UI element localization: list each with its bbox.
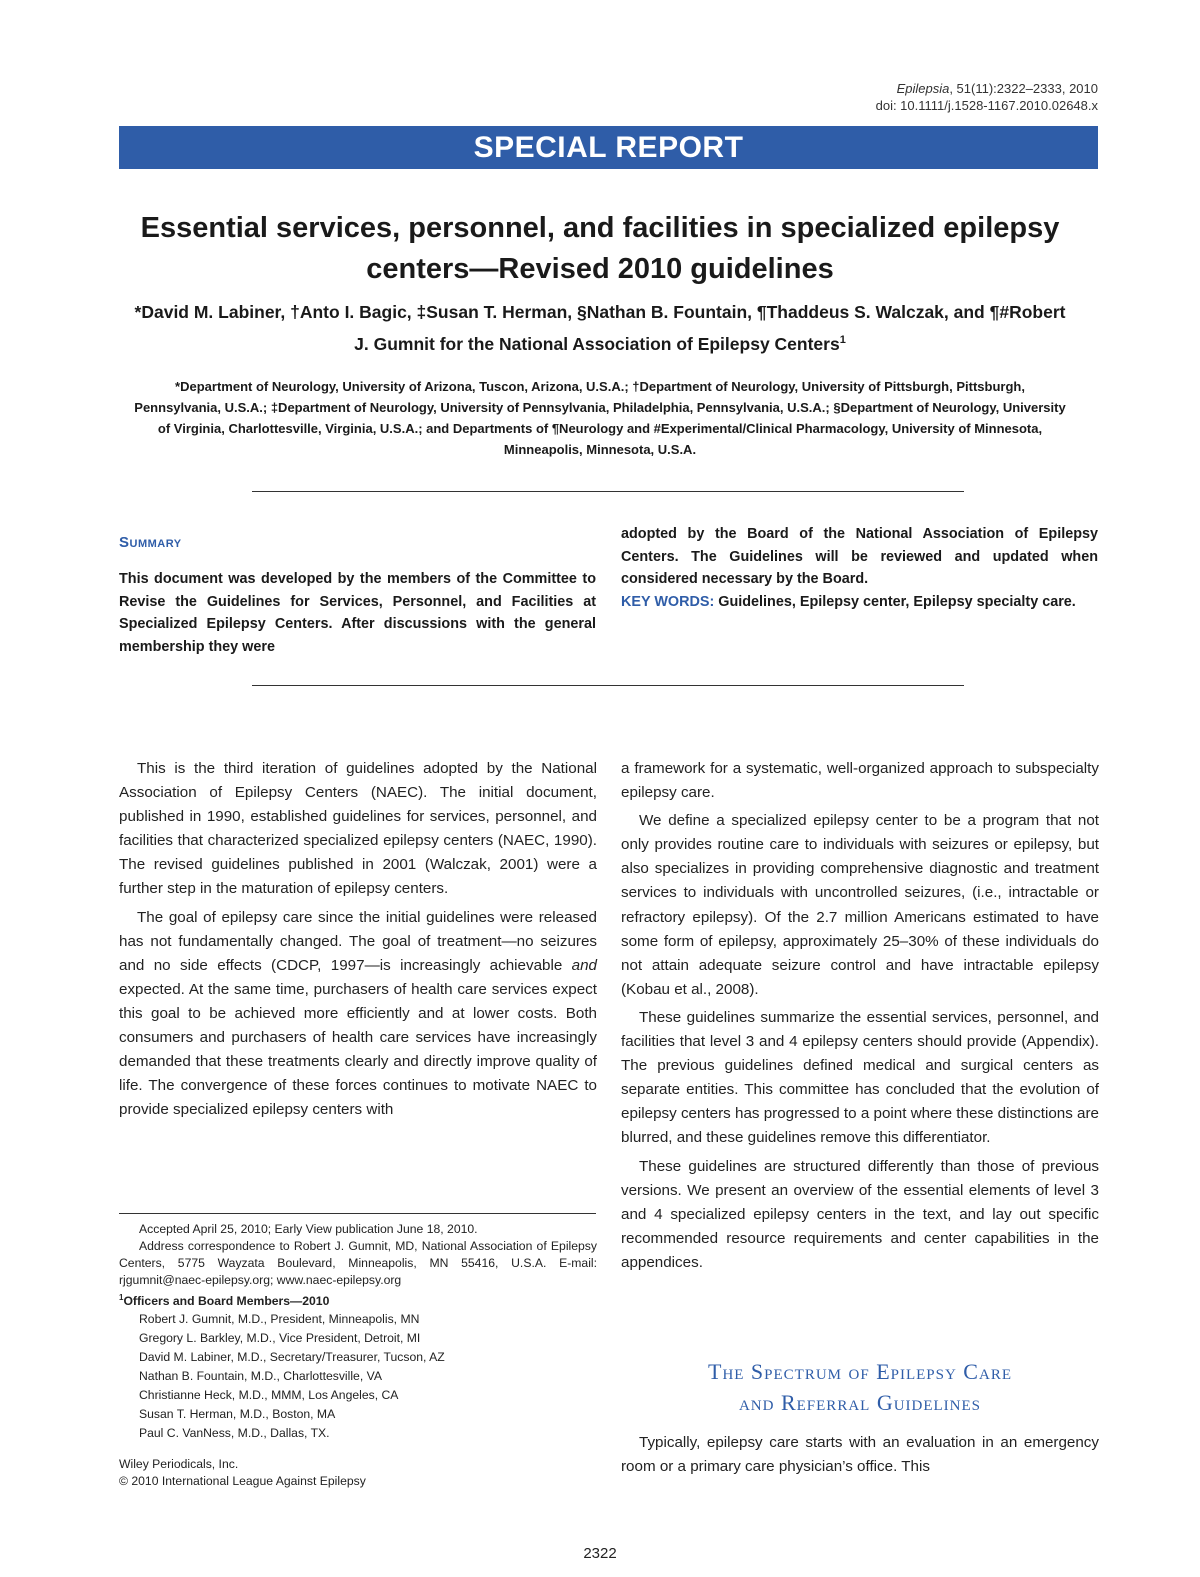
- officer-item: Christianne Heck, M.D., MMM, Los Angeles, CA: [139, 1388, 399, 1403]
- journal-name: Epilepsia: [896, 81, 950, 96]
- officer-item: Paul C. VanNess, M.D., Dallas, TX.: [139, 1426, 330, 1441]
- officer-item: Susan T. Herman, M.D., Boston, MA: [139, 1407, 336, 1422]
- copyright-note: © 2010 International League Against Epilepsy: [119, 1474, 366, 1489]
- journal-doi: doi: 10.1111/j.1528-1167.2010.02648.x: [875, 98, 1098, 113]
- affiliations: *Department of Neurology, University of Arizona, Tuscon, Arizona, U.S.A.; †Department of Neurology, University of Pittsburgh, Pittsburgh, Pennsylvania, U.S.A.; ‡Department of Neurology, University of Pennsylvania, Philadelphia, Pennsylvania, U.S.A.; §Department of Neurology, University of Virginia, Charlottesville, Virginia, U.S.A.; and Departments of ¶Neurology and #Experimental/Clinical Pharmacology, University of Minnesota, Minneapolis, Minnesota, U.S.A.: [134, 379, 1066, 457]
- body-paragraph: We define a specialized epilepsy center to be a program that not only provides routine care to individuals with seizures or epilepsy, but also specializes in providing comprehensive diagnostic and treatment services to individuals with uncontrolled seizures, (i.e., intractable or refractory epilepsy). Of the 2.7 million Americans estimated to have some form of epilepsy, approximately 25–30% of these individuals do not attain adequate seizure control and have intractable epilepsy (Kobau et al., 2008).: [621, 812, 1099, 998]
- body-paragraph: [119, 906, 597, 1123]
- section-body: [621, 1431, 1099, 1479]
- body-paragraph: This is the third iteration of guidelines adopted by the National Association of Epilepsy Centers (NAEC). The initial document, published in 1990, established guidelines for services, personnel, and facilities that characterized specialized epilepsy centers (NAEC, 1990). The revised guidelines published in 2001 (Walczak, 2001) were a further step in the maturation of epilepsy centers.: [119, 760, 597, 898]
- keywords-label: KEY WORDS:: [621, 593, 715, 610]
- officer-item: David M. Labiner, M.D., Secretary/Treasurer, Tucson, AZ: [139, 1350, 445, 1365]
- body-column-left: [119, 757, 597, 1122]
- abstract-top-rule: [252, 491, 964, 492]
- body-emphasis: and: [571, 956, 597, 974]
- summary-text-left: This document was developed by the members of the Committee to Revise the Guidelines for Services, Personnel, and Facilities at Specialized Epilepsy Centers. After discussions with the general membership they were: [119, 571, 596, 655]
- officer-item: Robert J. Gumnit, M.D., President, Minneapolis, MN: [139, 1312, 420, 1327]
- footnotes: [119, 1221, 597, 1490]
- body-text: The goal of epilepsy care since the initial guidelines were released has not fundamentally changed. The goal of treatment—no seizures and no side effects (CDCP, 1997—is increasingly achievable: [119, 908, 597, 974]
- officer-item: Nathan B. Fountain, M.D., Charlottesville, VA: [139, 1369, 382, 1384]
- summary-text-right: [621, 523, 1098, 613]
- accepted-note: Accepted April 25, 2010; Early View publication June 18, 2010.: [139, 1222, 478, 1236]
- section-heading-line: and Referral Guidelines: [738, 1390, 982, 1415]
- journal-citation: , 51(11):2322–2333, 2010: [949, 81, 1098, 96]
- article-title: Essential services, personnel, and facilities in specialized epilepsy centers—Revised 2010 guidelines: [140, 212, 1060, 285]
- officers-footnote-mark: 1: [119, 1293, 124, 1302]
- body-paragraph: a framework for a systematic, well-organized approach to subspecialty epilepsy care.: [621, 760, 1099, 802]
- footnote-rule: [119, 1213, 596, 1214]
- body-paragraph: Typically, epilepsy care starts with an evaluation in an emergency room or a primary care physician’s office. This: [621, 1434, 1099, 1476]
- officers-heading: [119, 1289, 597, 1310]
- special-report-banner: SPECIAL REPORT: [119, 126, 1098, 169]
- page-number: 2322: [583, 1545, 617, 1562]
- body-paragraph: These guidelines summarize the essential services, personnel, and facilities that level 3 and 4 epilepsy centers should provide (Appendix). The previous guidelines defined medical and surgical centers as separate entities. This committee has concluded that the evolution of epilepsy centers has progressed to a point where these distinctions are blurred, and these guidelines remove this differentiator.: [621, 1008, 1099, 1147]
- officers-list: [139, 1310, 597, 1443]
- keywords-text: Guidelines, Epilepsy center, Epilepsy specialty care.: [714, 593, 1076, 610]
- abstract-bottom-rule: [252, 685, 964, 686]
- author-list: [130, 298, 1070, 358]
- section-heading: [621, 1356, 1099, 1418]
- journal-reference: [498, 80, 1098, 114]
- author-names: *David M. Labiner, †Anto I. Bagic, ‡Susan T. Herman, §Nathan B. Fountain, ¶Thaddeus S. Walczak, and ¶#Robert J. Gumnit for the National Association of Epilepsy Centers: [134, 302, 1066, 354]
- summary-text-continued: adopted by the Board of the National Association of Epilepsy Centers. The Guidelines will be reviewed and updated when considered necessary by the Board.: [621, 526, 1098, 588]
- section-heading-line: The Spectrum of Epilepsy Care: [708, 1359, 1012, 1384]
- officer-item: Gregory L. Barkley, M.D., Vice President, Detroit, MI: [139, 1331, 421, 1346]
- author-footnote-mark: 1: [839, 334, 846, 346]
- summary-heading: Summary: [119, 534, 182, 551]
- body-text: expected. At the same time, purchasers of health care services expect this goal to be achieved more efficiently and at lower costs. Both consumers and purchasers of health care services have increasingly demanded that these treatments clearly and directly improve quality of life. The convergence of these forces continues to motivate NAEC to provide specialized epilepsy centers with: [119, 980, 597, 1119]
- body-column-right: [621, 757, 1099, 1275]
- body-paragraph: These guidelines are structured differently than those of previous versions. We present an overview of the essential elements of level 3 and 4 specialized epilepsy centers in the text, and lay out specific recommended resource requirements and center capabilities in the appendices.: [621, 1157, 1099, 1271]
- officers-heading-text: Officers and Board Members—2010: [123, 1294, 330, 1309]
- correspondence-note: Address correspondence to Robert J. Gumnit, MD, National Association of Epilepsy Centers, 5775 Wayzata Boulevard, Minneapolis, MN 55416, U.S.A. E-mail: rjgumnit@naec-epilepsy.org; www.naec-epilepsy.org: [119, 1239, 597, 1287]
- publisher-note: Wiley Periodicals, Inc.: [119, 1457, 239, 1472]
